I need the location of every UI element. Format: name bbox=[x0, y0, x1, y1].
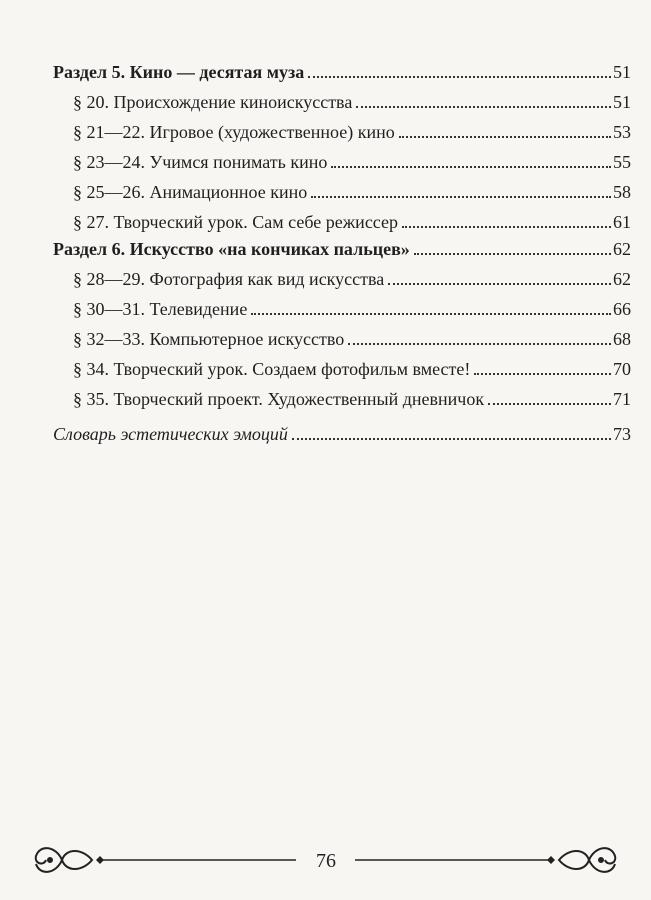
toc-entry-title: Раздел 5. Кино — десятая муза bbox=[53, 62, 305, 82]
page-number: 76 bbox=[316, 850, 336, 872]
toc-entry-title: § 30—31. Телевидение bbox=[73, 299, 248, 319]
toc-page-number: 73 bbox=[613, 424, 631, 444]
toc-page-number: 62 bbox=[613, 269, 631, 289]
toc-item-row bbox=[0, 202, 631, 232]
dot-leader bbox=[348, 343, 611, 345]
ornament-left-icon bbox=[0, 836, 300, 896]
ornament-right-icon bbox=[351, 836, 651, 896]
dot-leader bbox=[474, 373, 611, 375]
toc-entry-title: § 27. Творческий урок. Сам себе режиссер bbox=[73, 212, 399, 232]
toc-section-row bbox=[0, 229, 631, 259]
toc-item-row bbox=[0, 172, 631, 202]
toc-entry-title: § 34. Творческий урок. Создаем фотофильм вместе! bbox=[73, 359, 471, 379]
dot-leader bbox=[251, 313, 611, 315]
toc-entry-title: Раздел 6. Искусство «на кончиках пальцев» bbox=[53, 239, 410, 259]
toc-item-row bbox=[0, 319, 631, 349]
toc-page-number: 62 bbox=[613, 239, 631, 259]
dot-leader bbox=[399, 136, 611, 138]
toc-page-number: 58 bbox=[613, 182, 631, 202]
dot-leader bbox=[292, 438, 611, 440]
toc-item-row bbox=[0, 142, 631, 172]
toc-entry-title: § 32—33. Компьютерное искусство bbox=[73, 329, 345, 349]
toc-page-number: 51 bbox=[613, 92, 631, 112]
toc-item-row bbox=[0, 349, 631, 379]
dot-leader bbox=[488, 403, 611, 405]
toc-entry-title: Словарь эстетических эмоций bbox=[53, 424, 288, 444]
toc-page-number: 61 bbox=[613, 212, 631, 232]
toc-page-number: 55 bbox=[613, 152, 631, 172]
dot-leader bbox=[331, 166, 611, 168]
toc-entry-title: § 21—22. Игровое (художественное) кино bbox=[73, 122, 395, 142]
toc-glossary-row bbox=[0, 414, 631, 444]
toc-entry-title: § 20. Происхождение киноискусства bbox=[73, 92, 353, 112]
dot-leader bbox=[388, 283, 611, 285]
toc-entry-title: § 28—29. Фотография как вид искусства bbox=[73, 269, 385, 289]
dot-leader bbox=[356, 106, 611, 108]
toc-item-row bbox=[0, 112, 631, 142]
toc-page-number: 53 bbox=[613, 122, 631, 142]
dot-leader bbox=[308, 76, 611, 78]
dot-leader bbox=[311, 196, 611, 198]
toc-page-number: 68 bbox=[613, 329, 631, 349]
toc-page-number: 70 bbox=[613, 359, 631, 379]
toc-entry-title: § 35. Творческий проект. Художественный дневничок bbox=[73, 389, 485, 409]
toc-section-row bbox=[0, 52, 631, 82]
toc-item-row bbox=[0, 82, 631, 112]
toc-entry-title: § 25—26. Анимационное кино bbox=[73, 182, 308, 202]
toc-item-row bbox=[0, 259, 631, 289]
toc-item-row bbox=[0, 379, 631, 409]
toc-page-number: 66 bbox=[613, 299, 631, 319]
toc-page-number: 51 bbox=[613, 62, 631, 82]
dot-leader bbox=[414, 253, 611, 255]
toc-item-row bbox=[0, 289, 631, 319]
dot-leader bbox=[402, 226, 611, 228]
toc-entry-title: § 23—24. Учимся понимать кино bbox=[73, 152, 328, 172]
toc-page-number: 71 bbox=[613, 389, 631, 409]
page-footer bbox=[0, 836, 651, 896]
